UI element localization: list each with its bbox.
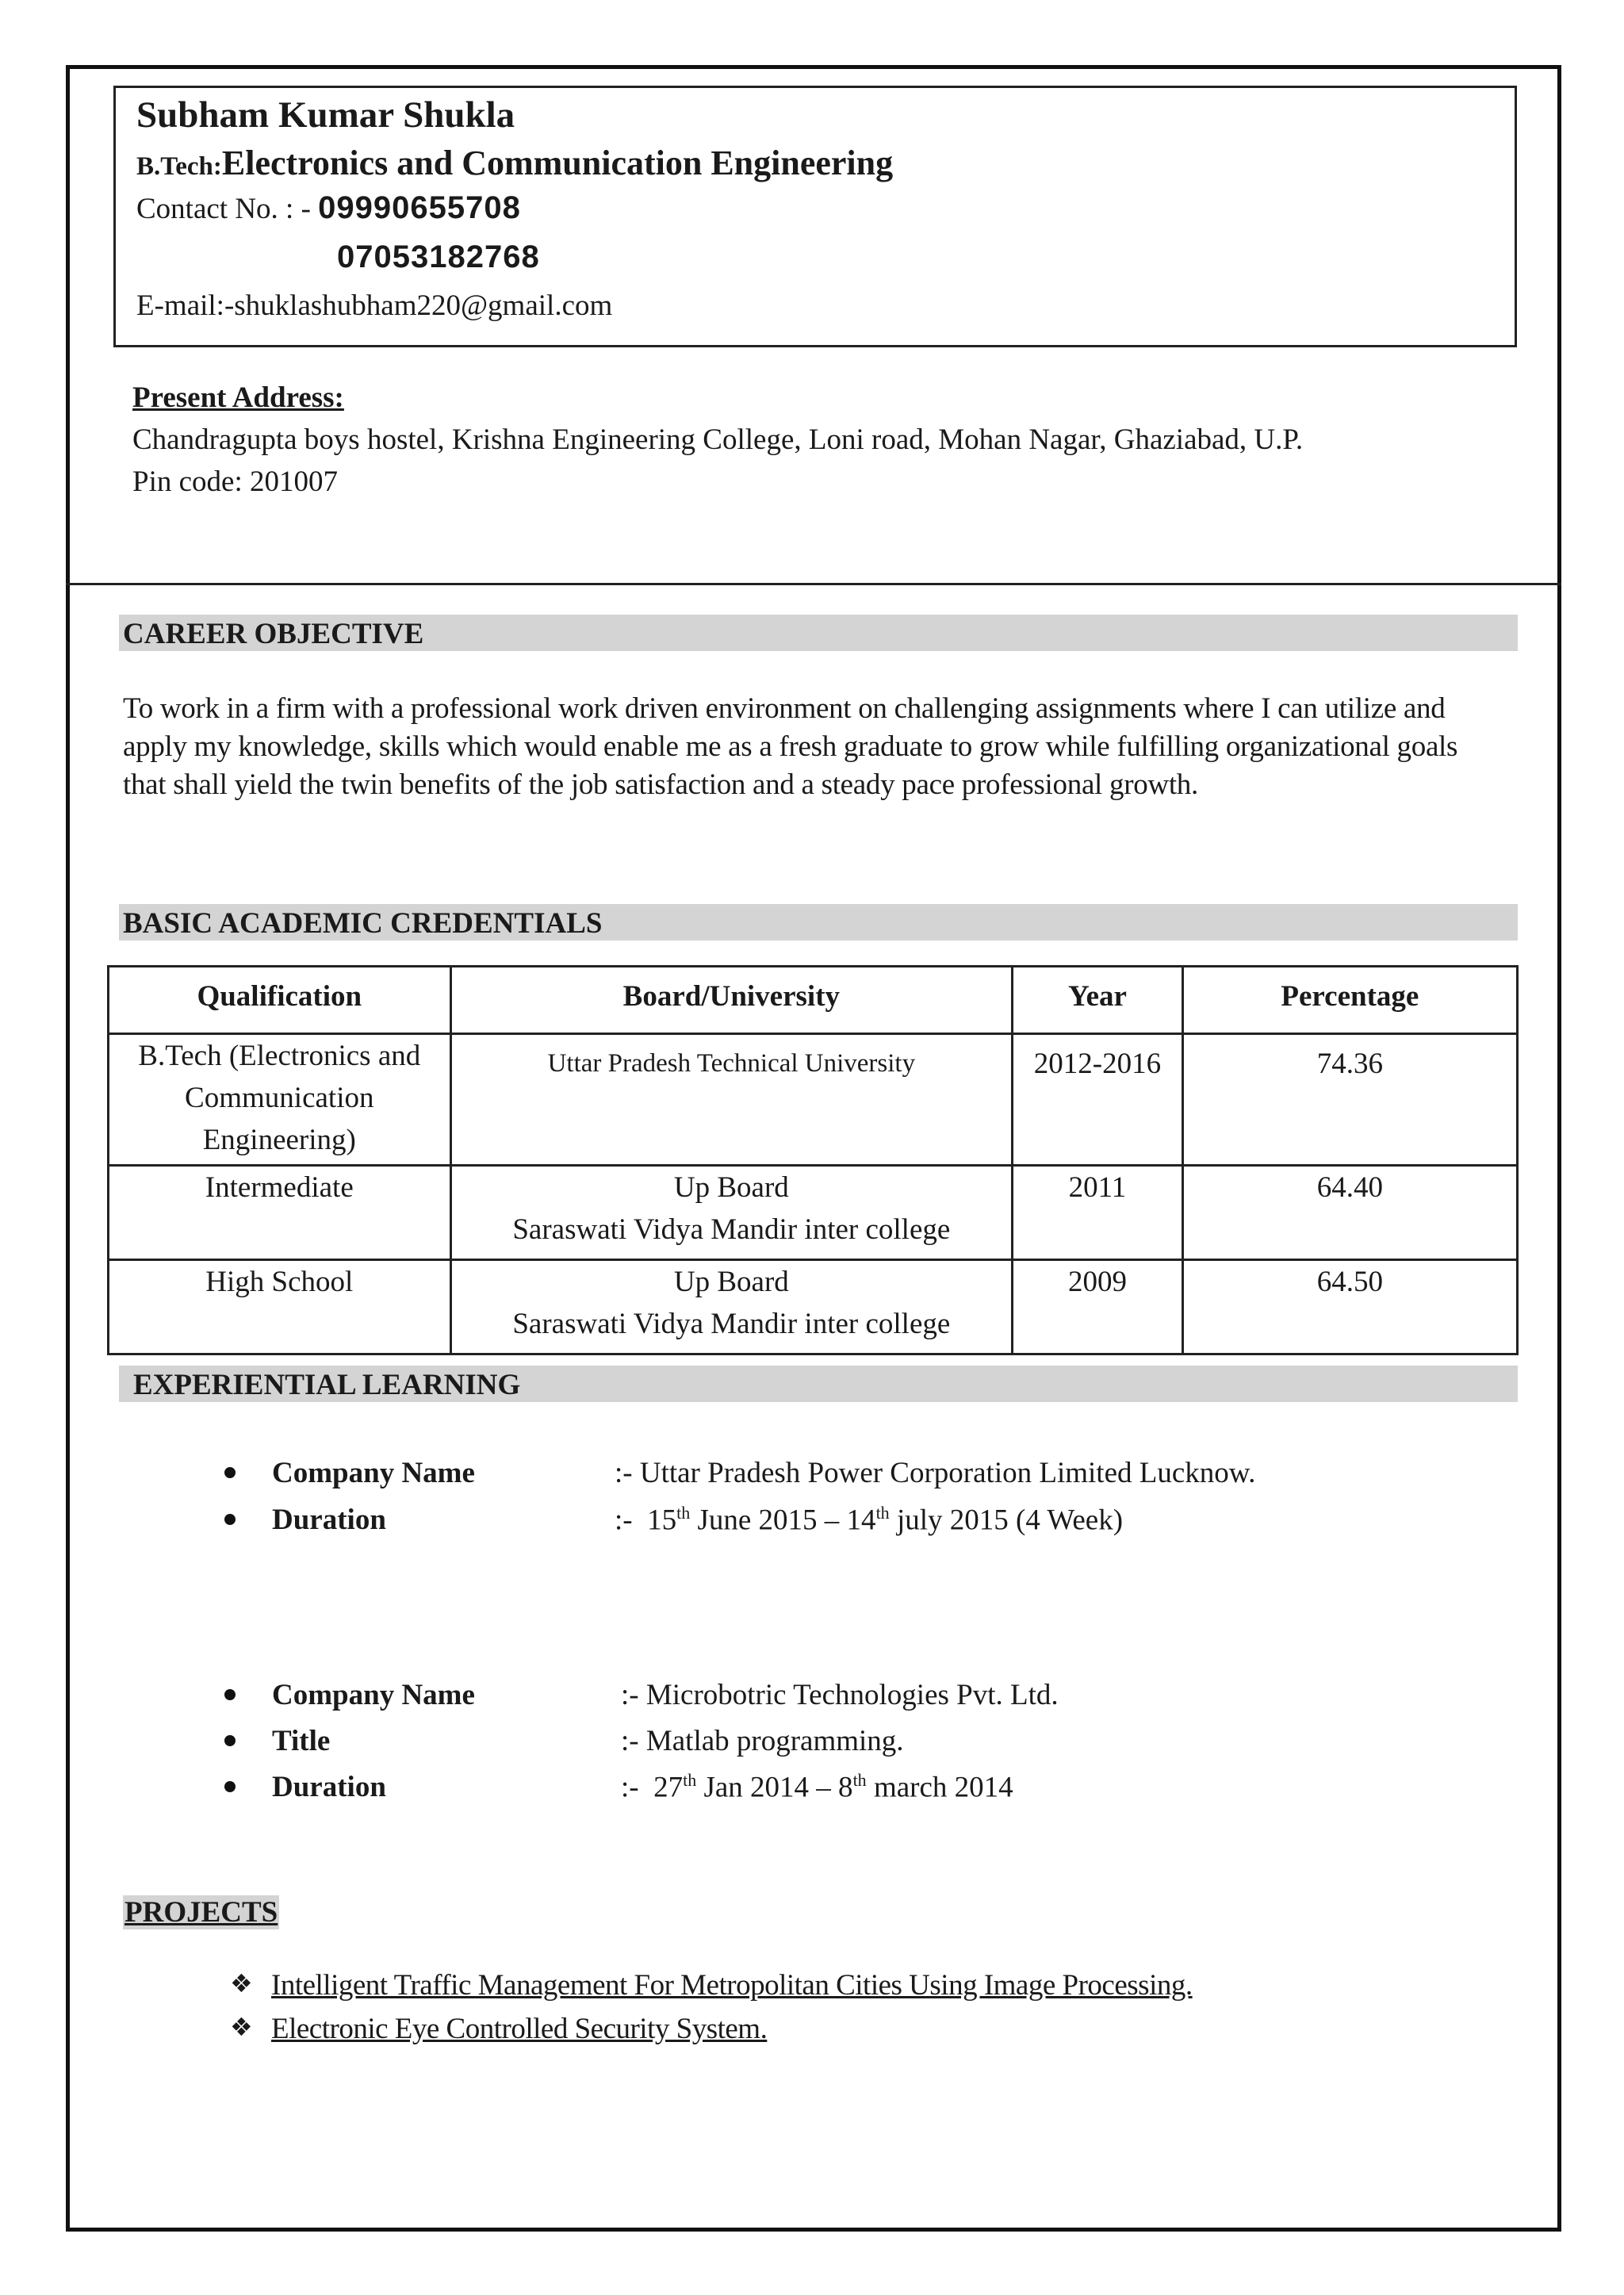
address-heading: Present Address: — [132, 381, 344, 414]
divider — [66, 583, 1561, 585]
ordinal-suffix: th — [875, 1503, 890, 1523]
duration-label: Duration — [272, 1771, 386, 1803]
column-header: Percentage — [1182, 967, 1517, 1034]
table-row — [109, 1034, 1518, 1166]
title-label: Title — [272, 1725, 331, 1757]
duration-label: Duration — [272, 1504, 386, 1536]
ordinal-suffix: th — [852, 1770, 867, 1790]
duration-start-day: 15 — [647, 1504, 677, 1537]
board-name: Up Board — [673, 1266, 789, 1298]
bullet-icon — [224, 1689, 236, 1700]
address-line1: Chandragupta boys hostel, Krishna Engineering College, Loni road, Mohan Nagar, Ghaziabad, U.P. — [132, 423, 1304, 456]
duration-middle: June 2015 – 14 — [690, 1504, 876, 1537]
duration-start-day: 27 — [653, 1771, 684, 1804]
year-cell: 2009 — [1013, 1260, 1183, 1354]
bullet-icon — [224, 1514, 236, 1525]
career-objective-text: To work in a firm with a professional work driven environment on challenging assignments where I can utilize and apply my knowledge, skills which would enable me as a fresh graduate to grow while fulfilling organizational goals that shall yield the twin benefits of the job satisfaction and a steady pace professional growth. — [123, 692, 1458, 801]
board-name: Up Board — [673, 1171, 789, 1204]
duration-value — [621, 1770, 1013, 1804]
percentage-cell: 64.50 — [1182, 1260, 1517, 1354]
duration-end: july 2015 (4 Week) — [889, 1504, 1124, 1537]
duration-middle: Jan 2014 – 8 — [696, 1771, 853, 1804]
board-cell — [450, 1260, 1013, 1354]
email: E-mail:-shuklashubham220@gmail.com — [136, 289, 613, 322]
bullet-icon — [224, 1781, 236, 1792]
company-value: :- Uttar Pradesh Power Corporation Limited Lucknow. — [615, 1457, 1256, 1489]
ordinal-suffix: th — [676, 1503, 691, 1523]
company-label: Company Name — [272, 1457, 475, 1489]
ordinal-suffix: th — [683, 1770, 697, 1790]
company-label: Company Name — [272, 1679, 475, 1711]
project-title: Intelligent Traffic Management For Metropolitan Cities Using Image Processing. — [271, 1969, 1193, 2002]
phone-primary: 09990655708 — [318, 190, 521, 225]
projects-heading: PROJECTS — [124, 1896, 278, 1929]
experience-heading: EXPERIENTIAL LEARNING — [133, 1369, 521, 1401]
column-header: Year — [1013, 967, 1183, 1034]
candidate-name: Subham Kumar Shukla — [136, 94, 515, 136]
board-cell — [450, 1166, 1013, 1260]
board-name: Uttar Pradesh Technical University — [547, 1049, 916, 1078]
academic-table — [107, 965, 1519, 1355]
diamond-bullet-icon: ❖ — [230, 1968, 253, 1998]
title-value: :- Matlab programming. — [621, 1725, 904, 1757]
degree-prefix: B.Tech: — [136, 152, 222, 181]
academic-heading: BASIC ACADEMIC CREDENTIALS — [123, 907, 603, 940]
degree-name: Electronics and Communication Engineering — [221, 144, 894, 182]
project-title: Electronic Eye Controlled Security System. — [271, 2013, 768, 2045]
year-cell: 2012-2016 — [1013, 1034, 1183, 1166]
bullet-icon — [224, 1467, 236, 1478]
address-line2: Pin code: 201007 — [132, 466, 338, 498]
school-name: Saraswati Vidya Mandir inter college — [512, 1308, 951, 1340]
qualification-cell: B.Tech (Electronics and Communication Engineering) — [109, 1034, 451, 1166]
qualification-cell: Intermediate — [109, 1166, 451, 1260]
table-header-row — [109, 967, 1518, 1034]
school-name: Saraswati Vidya Mandir inter college — [512, 1213, 951, 1246]
bullet-icon — [224, 1735, 236, 1746]
diamond-bullet-icon: ❖ — [230, 2012, 253, 2042]
board-cell — [450, 1034, 1013, 1166]
duration-separator: :- — [615, 1504, 633, 1537]
duration-separator: :- — [621, 1771, 639, 1804]
year-cell: 2011 — [1013, 1166, 1183, 1260]
table-row — [109, 1260, 1518, 1354]
duration-end: march 2014 — [866, 1771, 1013, 1804]
percentage-cell: 64.40 — [1182, 1166, 1517, 1260]
phone-secondary: 07053182768 — [337, 239, 540, 274]
career-objective-heading: CAREER OBJECTIVE — [123, 618, 424, 650]
company-value: :- Microbotric Technologies Pvt. Ltd. — [621, 1679, 1059, 1711]
percentage-cell: 74.36 — [1182, 1034, 1517, 1166]
degree — [136, 143, 893, 183]
column-header: Qualification — [109, 967, 451, 1034]
contact-line — [136, 190, 521, 226]
table-row — [109, 1166, 1518, 1260]
qualification-cell: High School — [109, 1260, 451, 1354]
duration-value — [615, 1503, 1123, 1537]
column-header: Board/University — [450, 967, 1013, 1034]
contact-label: Contact No. : - — [136, 193, 319, 225]
